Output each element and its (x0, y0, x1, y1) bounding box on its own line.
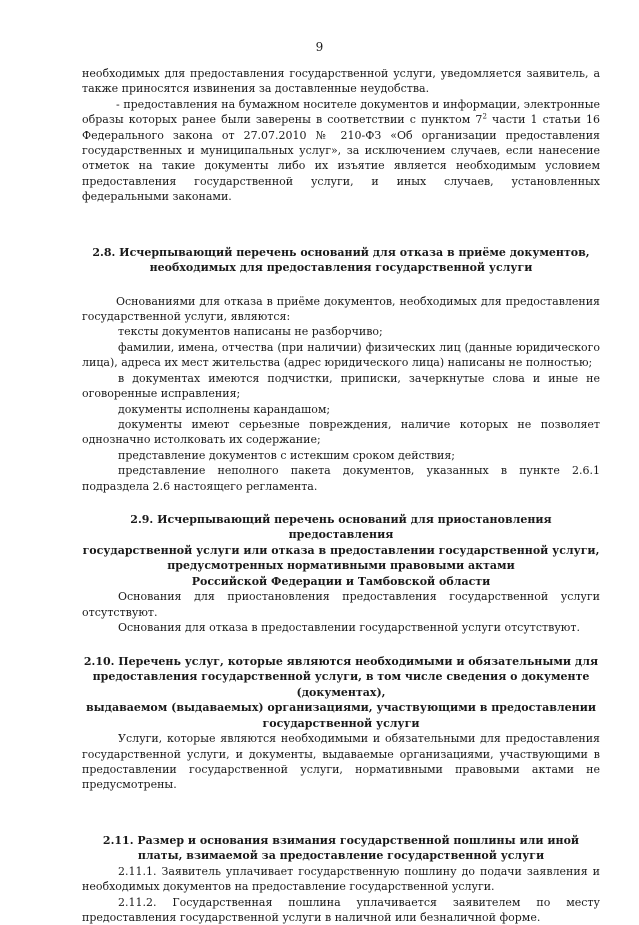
section-2-10-heading (82, 654, 600, 732)
list-item: представление документов с истекшим сроком действия; (118, 448, 455, 462)
section-2-9-heading (82, 512, 600, 590)
heading-line: предоставления государственной услуги, в том числе сведения о документе (документах), (92, 670, 590, 699)
section-2-8-heading (82, 245, 600, 276)
heading-line: платы, взимаемой за предоставление государственной услуги (137, 849, 545, 863)
list-item: документы имеют серьезные повреждения, наличие которых не позволяет однозначно истолковать их содержание; (82, 417, 600, 447)
section-2-8-lead: Основаниями для отказа в приёме документов, необходимых для предоставления государственной услуги, являются: (82, 294, 600, 324)
section-2-9-line-1: Основания для приостановления предоставления государственной услуги отсутствуют. (82, 590, 600, 619)
heading-line: 2.9. Исчерпывающий перечень оснований для приостановления предоставления (130, 512, 552, 542)
list-item: в документах имеются подчистки, приписки, зачеркнутые слова и иные не оговоренные исправления; (82, 371, 600, 401)
heading-line: государственной услуги или отказа в предоставлении государственной услуги, (82, 543, 600, 557)
section-2-10-body: Услуги, которые являются необходимыми и обязательными для предоставления государственной услуги, и документы, выдаваемые организациями, участвующими в предоставлении государственной услуги, нормативными правовыми актами не предусмотрены. (82, 732, 600, 792)
list-item: представление неполного пакета документов, указанных в пункте 2.6.1 подраздела 2.6 настоящего регламента. (82, 464, 600, 493)
heading-line: 2.8. Исчерпывающий перечень оснований для отказа в приёме документов, (92, 245, 590, 259)
intro-paragraph-1: необходимых для предоставления государственной услуги, уведомляется заявитель, а также приносятся извинения за доставленные неудобства. (82, 67, 600, 96)
section-2-11-heading (82, 833, 600, 864)
heading-line: выдаваемом (выдаваемых) организациями, участвующими в предоставлении (85, 701, 597, 715)
heading-line: государственной услуги (262, 716, 420, 730)
list-item: документы исполнены карандашом; (118, 402, 331, 416)
intro-paragraph-2-start: - предоставления на бумажном носителе документов и информации, электронные образы которых ранее были заверены в соответствии с пунктом 7 (82, 97, 600, 127)
section-2-11-paragraph-1: 2.11.1. Заявитель уплачивает государственную пошлину до подачи заявления и необходимых документов на предоставление государственной услуги. (82, 864, 600, 894)
heading-line: 2.10. Перечень услуг, которые являются необходимыми и обязательными для (83, 654, 599, 668)
superscript: 2 (482, 112, 487, 121)
heading-line: 2.11. Размер и основания взимания государственной пошлины или иной (102, 833, 580, 847)
list-item: тексты документов написаны не разборчиво; (118, 325, 383, 339)
intro-paragraph-2 (82, 97, 600, 205)
section-2-9-line-2: Основания для отказа в предоставлении государственной услуги отсутствуют. (118, 621, 580, 635)
section-2-11-paragraph-2: 2.11.2. Государственная пошлина уплачивается заявителем по месту предоставления государственной услуги в наличной или безналичной форме. (82, 895, 600, 924)
heading-line: предусмотренных нормативными правовыми актами (167, 559, 515, 573)
intro-paragraph-2-end: части 1 статьи 16 Федерального закона от 27.07.2010 № 210-ФЗ «Об организации предоставления государственных и муниципальных услуг», за исключением случаев, если нанесение отметок на такие документы либо их изъятие является необходимым условием предоставления государственной услуги, и иных случаев, установленных федеральными законами. (82, 113, 600, 204)
page-number: 9 (315, 40, 324, 54)
heading-line: Российской Федерации и Тамбовской области (191, 574, 491, 588)
heading-line: необходимых для предоставления государственной услуги (149, 261, 533, 275)
list-item: фамилии, имена, отчества (при наличии) физических лиц (данные юридического лица), адреса их мест жительства (адрес юридического лица) написаны не полностью; (82, 340, 600, 370)
page-content (82, 66, 600, 925)
